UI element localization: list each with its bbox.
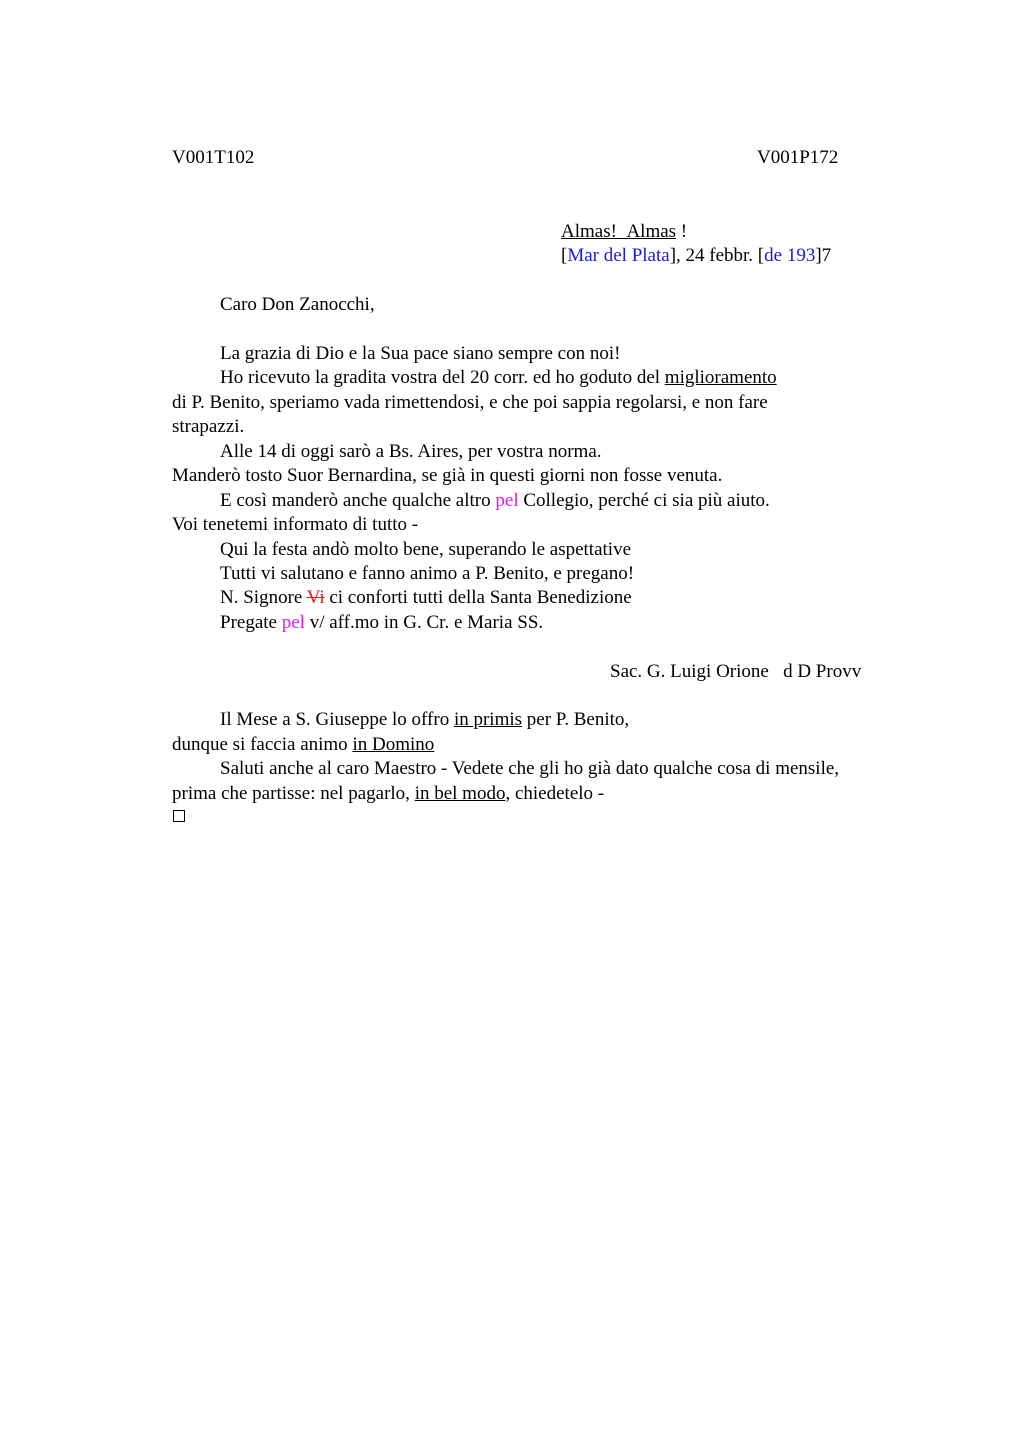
body-line: strapazzi. [172, 416, 245, 437]
body-line: Tutti vi salutano e fanno animo a P. Benito, e pregano! [220, 563, 635, 584]
salutation: Caro Don Zanocchi, [220, 294, 375, 315]
end-square-icon [173, 810, 185, 822]
body-line: La grazia di Dio e la Sua pace siano sempre con noi! [220, 343, 621, 364]
body-line: E così manderò anche qualche altro pel Collegio, perché ci sia più aiuto. [220, 490, 770, 511]
place-date-line: [Mar del Plata], 24 febbr. [de 193]7 [561, 245, 832, 266]
deleted-word: Vi [306, 587, 325, 608]
signature: Sac. G. Luigi Orione d D Provv [610, 661, 862, 682]
postscript-line: prima che partisse: nel pagarlo, in bel modo, chiedetelo - [172, 783, 605, 804]
underlined-phrase: in Domino [352, 734, 435, 755]
place-name: Mar del Plata [567, 245, 670, 266]
year-editorial: de 193 [764, 245, 816, 266]
document-code-left: V001T102 [172, 147, 255, 168]
body-line: Ho ricevuto la gradita vostra del 20 corr. ed ho goduto del miglioramento [220, 367, 777, 388]
underlined-word: miglioramento [664, 367, 777, 388]
underlined-phrase: in primis [453, 709, 523, 730]
postscript-line: Saluti anche al caro Maestro - Vedete che gli ho già dato qualche cosa di mensile, [220, 758, 840, 779]
editorial-word: pel [281, 612, 305, 633]
almas-heading: Almas! Almas ! [561, 221, 688, 242]
body-line: Voi tenetemi informato di tutto - [172, 514, 419, 535]
underlined-phrase: in bel modo [414, 783, 506, 804]
body-line: N. Signore Vi ci conforti tutti della Santa Benedizione [220, 587, 632, 608]
postscript-line: dunque si faccia animo in Domino [172, 734, 435, 755]
postscript-line: Il Mese a S. Giuseppe lo offro in primis per P. Benito, [220, 709, 630, 730]
body-line: di P. Benito, speriamo vada rimettendosi, e che poi sappia regolarsi, e non fare [172, 392, 768, 413]
body-line: Manderò tosto Suor Bernardina, se già in questi giorni non fosse venuta. [172, 465, 723, 486]
body-line: Alle 14 di oggi sarò a Bs. Aires, per vostra norma. [220, 441, 602, 462]
almas-underlined: Almas! Almas [561, 221, 677, 242]
document-code-right: V001P172 [757, 147, 839, 168]
editorial-word: pel [495, 490, 519, 511]
body-line: Qui la festa andò molto bene, superando le aspettative [220, 539, 632, 560]
body-line: Pregate pel v/ aff.mo in G. Cr. e Maria SS. [220, 612, 544, 633]
